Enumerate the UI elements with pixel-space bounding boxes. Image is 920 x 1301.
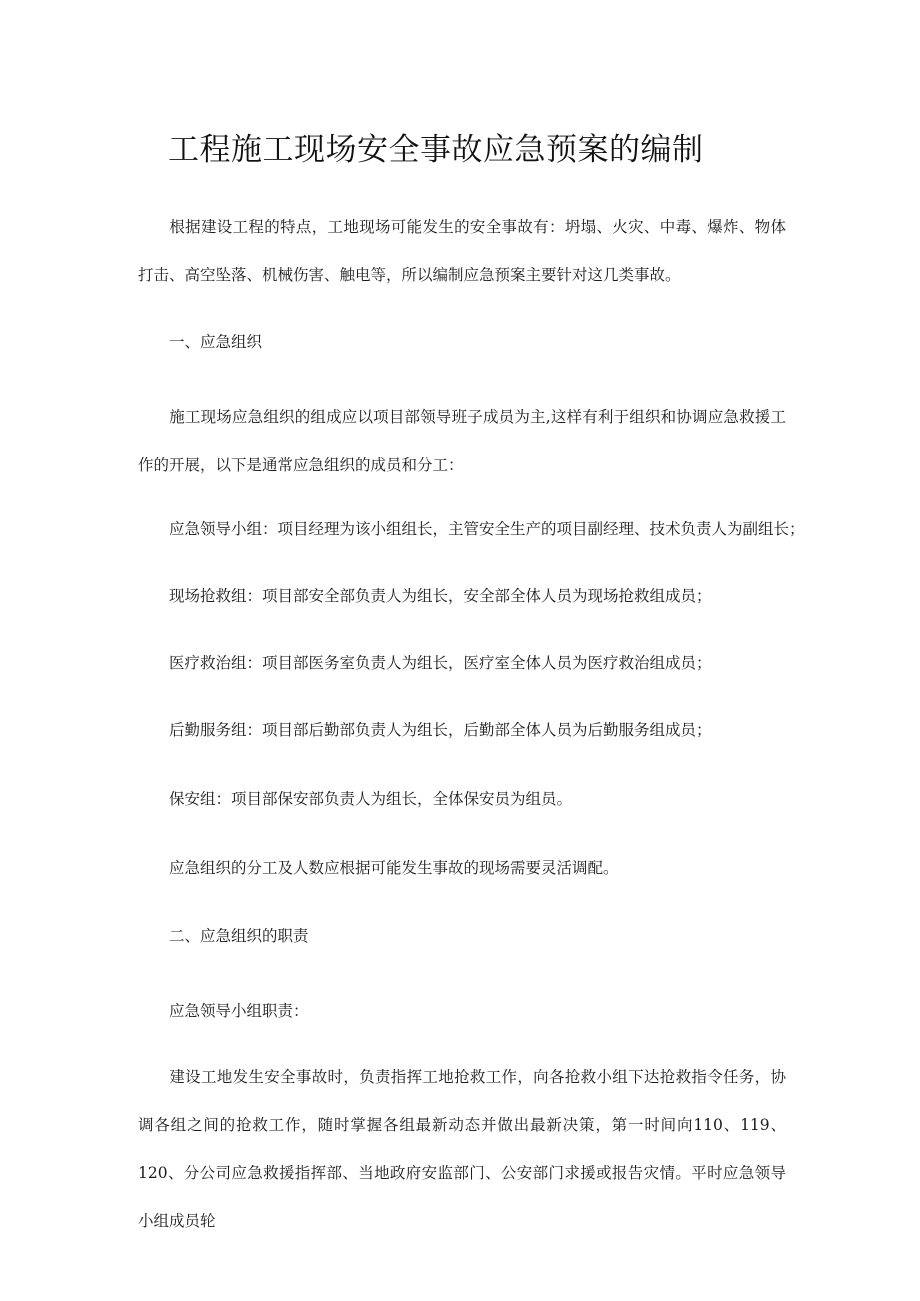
leader-duty-text: 建设工地发生安全事故时，负责指挥工地抢救工作，向各抢救小组下达抢救指令任务，协调各组之间的抢救工作，随时掌握各组最新动态并做出最新决策，第一时间向110、119、120、分公司应急救援指挥部、当地政府安监部门、公安部门求援或报告灾情。平时应急领导小组成员轮 <box>138 1068 786 1230</box>
document-title: 工程施工现场安全事故应急预案的编制 <box>168 132 704 168</box>
intro-paragraph <box>138 203 786 299</box>
section-1-intro-paragraph <box>138 393 786 489</box>
group-item: 应急领导小组：项目经理为该小组组长，主管安全生产的项目副经理、技术负责人为副组长； <box>169 520 805 538</box>
leader-duty-paragraph <box>138 1053 786 1245</box>
section-1-intro-text: 施工现场应急组织的组成应以项目部领导班子成员为主,这样有利于组织和协调应急救援工作的开展，以下是通常应急组织的成员和分工： <box>138 408 786 474</box>
section-1-note: 应急组织的分工及人数应根据可能发生事故的现场需要灵活调配。 <box>169 859 619 877</box>
section-2-heading: 二、应急组织的职责 <box>169 927 309 945</box>
group-item: 保安组：项目部保安部负责人为组长，全体保安员为组员。 <box>169 790 573 808</box>
group-item: 现场抢救组：项目部安全部负责人为组长，安全部全体人员为现场抢救组成员； <box>169 587 712 605</box>
section-1-heading: 一、应急组织 <box>169 333 263 351</box>
leader-duty-heading: 应急领导小组职责： <box>169 1002 309 1020</box>
group-item: 医疗救治组：项目部医务室负责人为组长，医疗室全体人员为医疗救治组成员； <box>169 654 712 672</box>
group-item: 后勤服务组：项目部后勤部负责人为组长，后勤部全体人员为后勤服务组成员； <box>169 721 712 739</box>
intro-text: 根据建设工程的特点，工地现场可能发生的安全事故有：坍塌、火灾、中毒、爆炸、物体打击、高空坠落、机械伤害、触电等，所以编制应急预案主要针对这几类事故。 <box>138 218 786 284</box>
